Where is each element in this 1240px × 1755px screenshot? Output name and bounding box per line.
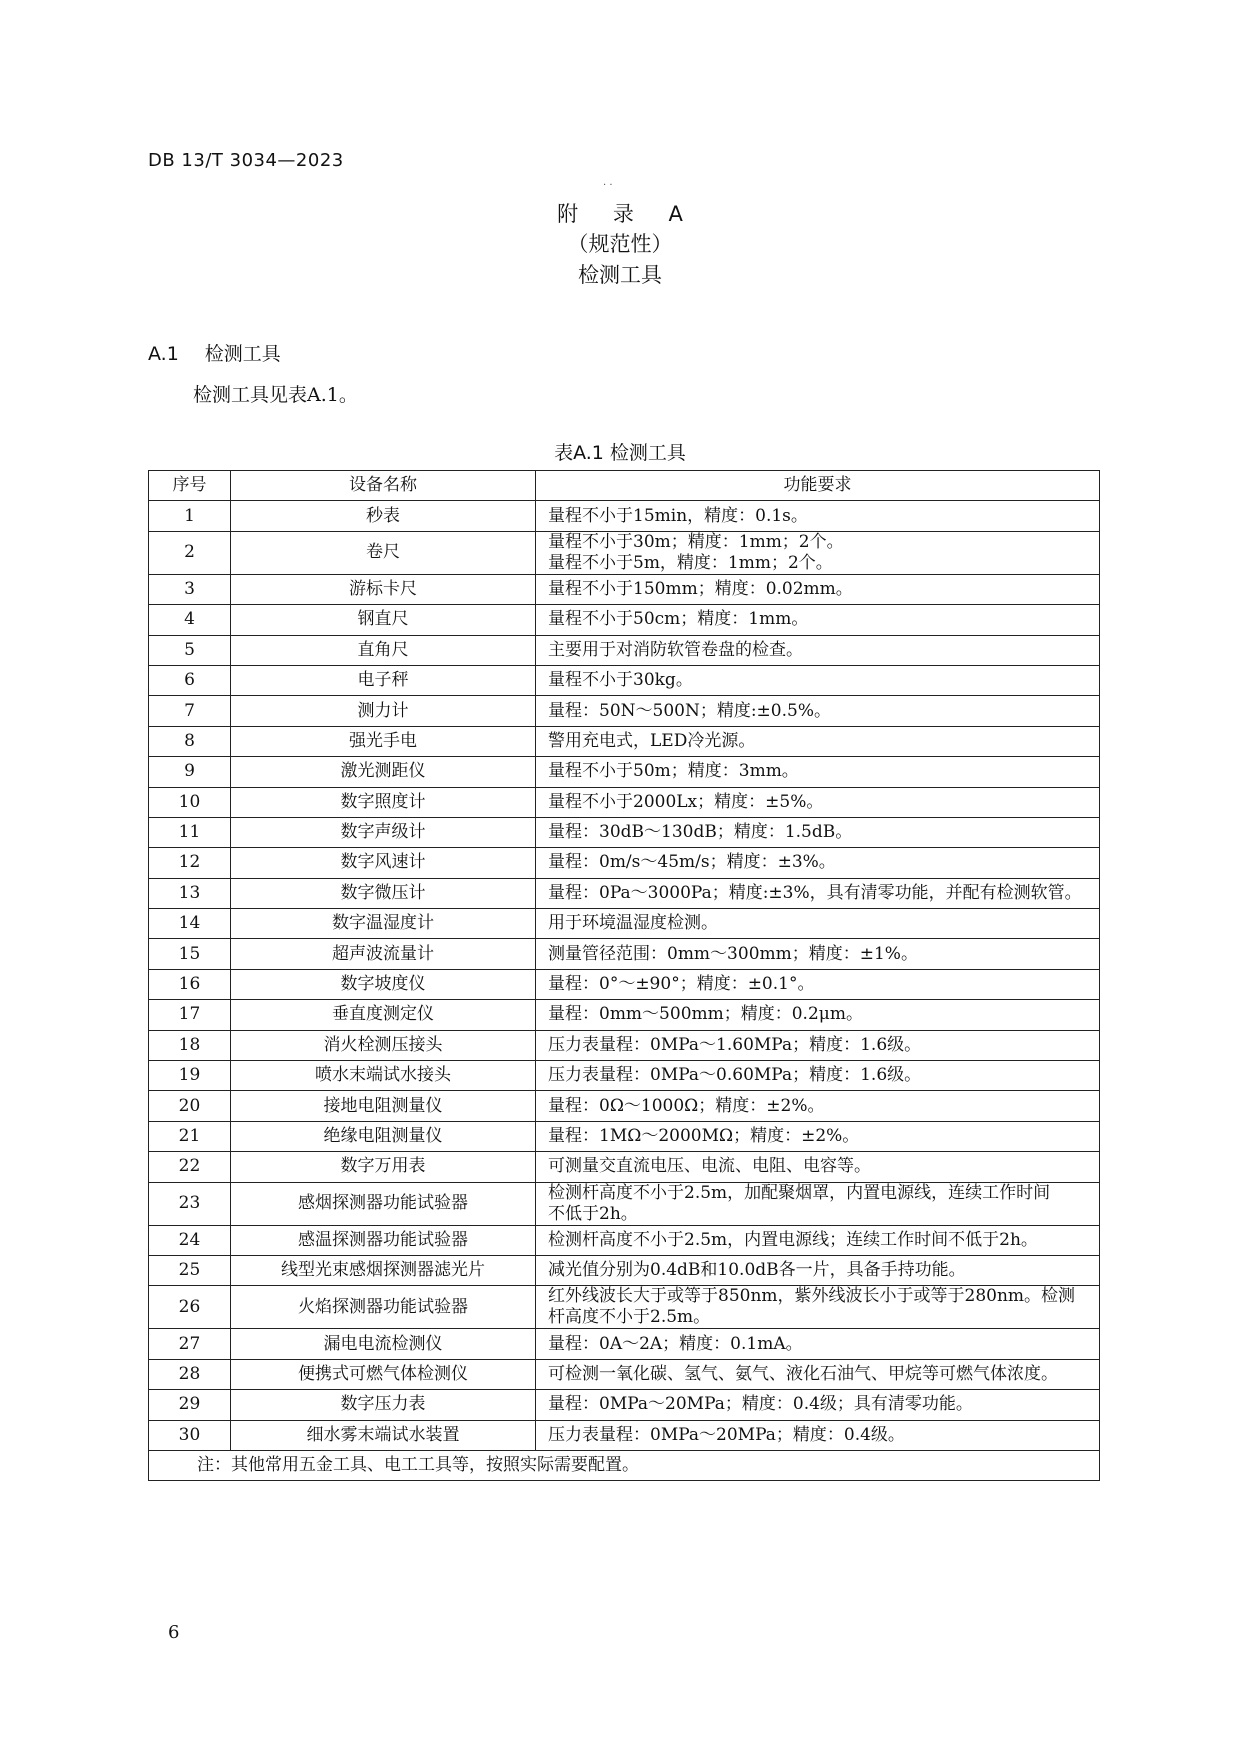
section-heading [148, 339, 281, 366]
header-requirement: 功能要求 [536, 471, 1100, 501]
requirement-line: 量程不小于50cm；精度：1mm。 [548, 609, 809, 630]
cell-seq: 24 [149, 1225, 231, 1255]
requirement-line: 量程不小于5m，精度：1mm；2个。 [548, 552, 833, 573]
requirement-line: 量程：0Pa～3000Pa；精度:±3%，具有清零功能，并配有检测软管。 [548, 882, 1082, 903]
cell-requirement [536, 1286, 1100, 1329]
cell-device-name: 接地电阻测量仪 [231, 1091, 536, 1121]
cell-seq: 19 [149, 1061, 231, 1091]
cell-requirement [536, 817, 1100, 847]
cell-device-name: 数字声级计 [231, 817, 536, 847]
requirement-line: 可检测一氧化碳、氢气、氨气、液化石油气、甲烷等可燃气体浓度。 [548, 1363, 1058, 1384]
cell-device-name: 漏电电流检测仪 [231, 1329, 536, 1359]
table-row [149, 1000, 1100, 1030]
cell-seq: 28 [149, 1359, 231, 1389]
table-row [149, 817, 1100, 847]
cell-seq: 27 [149, 1329, 231, 1359]
table-row [149, 665, 1100, 695]
table-row [149, 605, 1100, 635]
cell-seq: 11 [149, 817, 231, 847]
cell-requirement [536, 1255, 1100, 1285]
requirement-line: 量程：0MPa～20MPa；精度：0.4级；具有清零功能。 [548, 1394, 973, 1415]
cell-device-name: 消火栓测压接头 [231, 1030, 536, 1060]
cell-requirement [536, 757, 1100, 787]
table-row [149, 1182, 1100, 1225]
cell-requirement [536, 1121, 1100, 1151]
requirement-line: 检测杆高度不小于2.5m，内置电源线；连续工作时间不低于2h。 [548, 1229, 1038, 1250]
requirement-line: 量程：0Ω～1000Ω；精度：±2%。 [548, 1095, 825, 1116]
table-row [149, 1390, 1100, 1420]
requirement-line: 量程：30dB～130dB；精度：1.5dB。 [548, 822, 853, 843]
cell-requirement [536, 665, 1100, 695]
table-row [149, 969, 1100, 999]
cell-device-name: 数字坡度仪 [231, 969, 536, 999]
cell-requirement [536, 726, 1100, 756]
requirement-line: 量程不小于50m；精度：3mm。 [548, 761, 799, 782]
cell-device-name: 强光手电 [231, 726, 536, 756]
cell-seq: 20 [149, 1091, 231, 1121]
appendix-title: 附 录 A [557, 202, 697, 226]
requirement-line: 量程：0°～±90°；精度：±0.1°。 [548, 974, 815, 995]
requirement-line: 杆高度不小于2.5m。 [548, 1307, 711, 1328]
cell-requirement [536, 848, 1100, 878]
requirement-line: 检测杆高度不小于2.5m，加配聚烟罩，内置电源线，连续工作时间 [548, 1182, 1051, 1203]
requirement-line: 警用充电式，LED冷光源。 [548, 730, 756, 751]
cell-seq: 26 [149, 1286, 231, 1329]
table-note: 注：其他常用五金工具、电工工具等，按照实际需要配置。 [149, 1450, 1100, 1480]
cell-device-name: 数字照度计 [231, 787, 536, 817]
table-row [149, 1121, 1100, 1151]
requirement-line: 量程不小于15min，精度：0.1s。 [548, 505, 808, 526]
cell-seq: 14 [149, 909, 231, 939]
requirement-line: 量程：1MΩ～2000MΩ；精度：±2%。 [548, 1126, 860, 1146]
section-number: A.1 [148, 343, 179, 365]
table-row [149, 726, 1100, 756]
cell-device-name: 数字风速计 [231, 848, 536, 878]
cell-device-name: 线型光束感烟探测器滤光片 [231, 1255, 536, 1285]
cell-device-name: 数字压力表 [231, 1390, 536, 1420]
cell-seq: 1 [149, 501, 231, 531]
cell-seq: 17 [149, 1000, 231, 1030]
table-row [149, 1152, 1100, 1182]
cell-seq: 29 [149, 1390, 231, 1420]
cell-seq: 8 [149, 726, 231, 756]
cell-requirement [536, 696, 1100, 726]
cell-requirement [536, 1152, 1100, 1182]
cell-requirement [536, 605, 1100, 635]
cell-requirement [536, 969, 1100, 999]
cell-seq: 12 [149, 848, 231, 878]
requirement-line: 可测量交直流电压、电流、电阻、电容等。 [548, 1156, 871, 1177]
table-row [149, 1420, 1100, 1450]
cell-seq: 6 [149, 665, 231, 695]
table-row [149, 635, 1100, 665]
cell-device-name: 超声波流量计 [231, 939, 536, 969]
cell-requirement [536, 1390, 1100, 1420]
cell-device-name: 火焰探测器功能试验器 [231, 1286, 536, 1329]
cell-requirement [536, 787, 1100, 817]
table-row [149, 1091, 1100, 1121]
cell-requirement [536, 1061, 1100, 1091]
cell-requirement [536, 878, 1100, 908]
table-row [149, 848, 1100, 878]
cell-requirement [536, 574, 1100, 604]
table-row [149, 531, 1100, 574]
document-code: DB 13/T 3034—2023 [148, 150, 344, 171]
cell-requirement [536, 1329, 1100, 1359]
cell-seq: 10 [149, 787, 231, 817]
cell-device-name: 数字微压计 [231, 878, 536, 908]
page-number: 6 [168, 1622, 180, 1643]
cell-device-name: 数字万用表 [231, 1152, 536, 1182]
table-body [149, 501, 1100, 1451]
table-note-row [149, 1450, 1100, 1480]
cell-device-name: 电子秤 [231, 665, 536, 695]
decorative-dots: · · [603, 180, 613, 191]
cell-requirement [536, 1091, 1100, 1121]
cell-device-name: 绝缘电阻测量仪 [231, 1121, 536, 1151]
requirement-line: 压力表量程：0MPa～1.60MPa；精度：1.6级。 [548, 1034, 922, 1055]
cell-seq: 13 [149, 878, 231, 908]
table-row [149, 1225, 1100, 1255]
cell-requirement [536, 1000, 1100, 1030]
appendix-subject: 检测工具 [578, 263, 662, 287]
table-row [149, 1286, 1100, 1329]
cell-seq: 22 [149, 1152, 231, 1182]
cell-device-name: 数字温湿度计 [231, 909, 536, 939]
cell-requirement [536, 1225, 1100, 1255]
tools-table [148, 470, 1100, 1481]
cell-seq: 9 [149, 757, 231, 787]
section-intro: 检测工具见表A.1。 [193, 384, 358, 406]
cell-device-name: 感烟探测器功能试验器 [231, 1182, 536, 1225]
table-row [149, 1030, 1100, 1060]
requirement-line: 红外线波长大于或等于850nm，紫外线波长小于或等于280nm。检测 [548, 1286, 1076, 1307]
table-header-row [149, 471, 1100, 501]
appendix-nature: （规范性） [567, 232, 673, 256]
table-row [149, 878, 1100, 908]
cell-seq: 30 [149, 1420, 231, 1450]
header-name: 设备名称 [231, 471, 536, 501]
cell-device-name: 秒表 [231, 501, 536, 531]
requirement-line: 量程：50N～500N；精度:±0.5%。 [548, 700, 831, 721]
cell-device-name: 卷尺 [231, 531, 536, 574]
table-row [149, 1329, 1100, 1359]
requirement-line: 压力表量程：0MPa～0.60MPa；精度：1.6级。 [548, 1065, 922, 1086]
table-row [149, 939, 1100, 969]
cell-device-name: 感温探测器功能试验器 [231, 1225, 536, 1255]
table-row [149, 757, 1100, 787]
cell-seq: 4 [149, 605, 231, 635]
cell-device-name: 激光测距仪 [231, 757, 536, 787]
requirement-line: 主要用于对消防软管卷盘的检查。 [548, 639, 803, 660]
table-row [149, 909, 1100, 939]
cell-requirement [536, 531, 1100, 574]
cell-seq: 5 [149, 635, 231, 665]
table-row [149, 787, 1100, 817]
cell-requirement [536, 1359, 1100, 1389]
cell-requirement [536, 1030, 1100, 1060]
cell-seq: 3 [149, 574, 231, 604]
cell-seq: 2 [149, 531, 231, 574]
section-title: 检测工具 [204, 343, 281, 365]
cell-seq: 15 [149, 939, 231, 969]
cell-device-name: 直角尺 [231, 635, 536, 665]
cell-seq: 21 [149, 1121, 231, 1151]
requirement-line: 量程不小于2000Lx；精度：±5%。 [548, 791, 824, 812]
cell-requirement [536, 501, 1100, 531]
requirement-line: 量程不小于30kg。 [548, 670, 693, 691]
cell-seq: 16 [149, 969, 231, 999]
table-caption: 表A.1 检测工具 [554, 442, 686, 464]
requirement-line: 量程不小于30m；精度：1mm；2个。 [548, 531, 844, 552]
cell-device-name: 便携式可燃气体检测仪 [231, 1359, 536, 1389]
cell-requirement [536, 939, 1100, 969]
table-row [149, 696, 1100, 726]
cell-seq: 25 [149, 1255, 231, 1285]
cell-requirement [536, 909, 1100, 939]
cell-device-name: 喷水末端试水接头 [231, 1061, 536, 1091]
table-row [149, 1061, 1100, 1091]
cell-device-name: 细水雾末端试水装置 [231, 1420, 536, 1450]
table-row [149, 574, 1100, 604]
cell-device-name: 垂直度测定仪 [231, 1000, 536, 1030]
requirement-line: 量程不小于150mm；精度：0.02mm。 [548, 578, 853, 599]
cell-seq: 23 [149, 1182, 231, 1225]
requirement-line: 量程：0m/s～45m/s；精度：±3%。 [548, 852, 836, 873]
table-row [149, 1359, 1100, 1389]
cell-requirement [536, 1182, 1100, 1225]
requirement-line: 减光值分别为0.4dB和10.0dB各一片，具备手持功能。 [548, 1260, 966, 1281]
requirement-line: 用于环境温湿度检测。 [548, 913, 718, 934]
cell-device-name: 测力计 [231, 696, 536, 726]
cell-requirement [536, 1420, 1100, 1450]
cell-device-name: 游标卡尺 [231, 574, 536, 604]
requirement-line: 不低于2h。 [548, 1203, 638, 1224]
header-seq: 序号 [149, 471, 231, 501]
cell-device-name: 钢直尺 [231, 605, 536, 635]
cell-seq: 18 [149, 1030, 231, 1060]
cell-seq: 7 [149, 696, 231, 726]
requirement-line: 压力表量程：0MPa～20MPa；精度：0.4级。 [548, 1424, 905, 1445]
requirement-line: 测量管径范围：0mm～300mm；精度：±1%。 [548, 943, 918, 964]
requirement-line: 量程：0A～2A；精度：0.1mA。 [548, 1333, 803, 1354]
table-row [149, 1255, 1100, 1285]
table-row [149, 501, 1100, 531]
requirement-line: 量程：0mm～500mm；精度：0.2μm。 [548, 1004, 863, 1025]
cell-requirement [536, 635, 1100, 665]
